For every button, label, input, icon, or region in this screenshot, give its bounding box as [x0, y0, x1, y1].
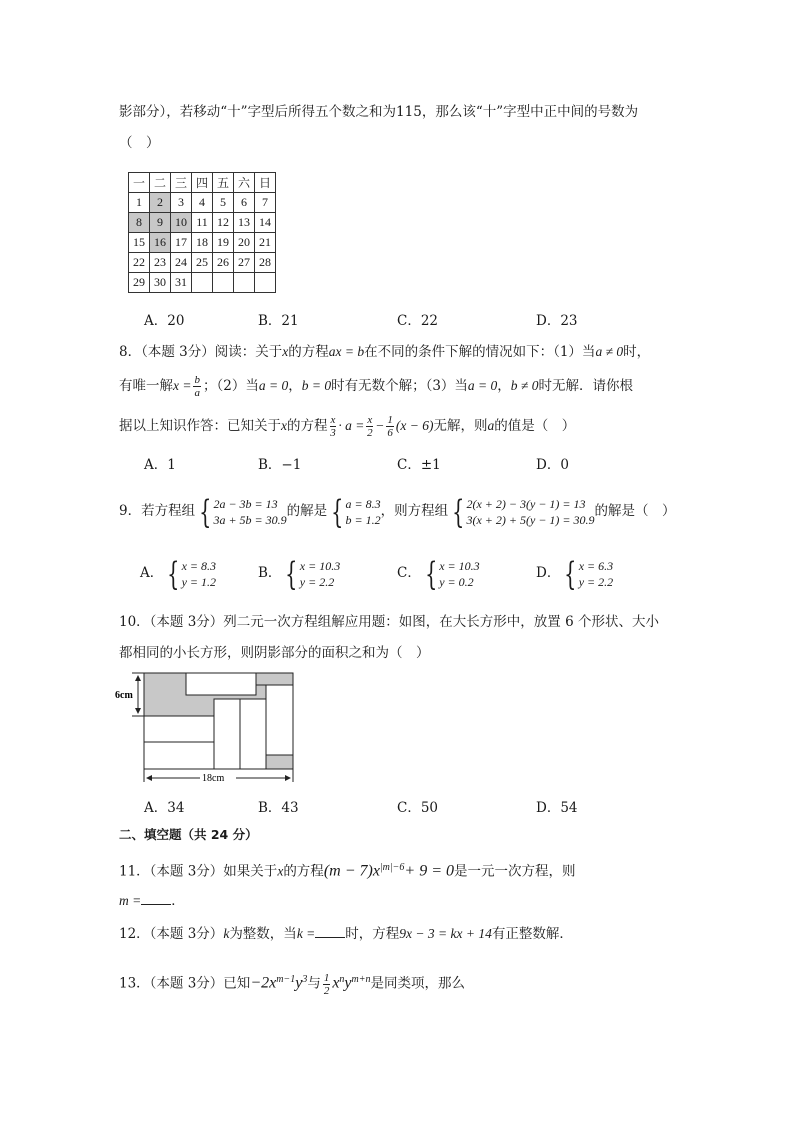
- q9-text: 9．若方程组: [119, 503, 196, 519]
- calendar-cell: 17: [171, 233, 192, 253]
- q9-option-system: [579, 558, 613, 590]
- q9-sol1-eq: a = 8.3: [345, 496, 381, 511]
- calendar-cell: 25: [192, 253, 213, 273]
- q8-frac-num: x: [367, 414, 373, 426]
- calendar-cell: 29: [129, 273, 150, 293]
- q12-text: 有正整数解．: [491, 926, 573, 942]
- q9-option-b: [258, 555, 340, 591]
- calendar-cell: 22: [129, 253, 150, 273]
- q11-eq2: + 9 = 0: [404, 862, 454, 880]
- q9-option-system: [300, 558, 340, 590]
- calendar-cell: 11: [192, 213, 213, 233]
- q9-option-system: [182, 558, 216, 590]
- calendar-cell: 1: [129, 193, 150, 213]
- q8-sol-lhs: x =: [173, 378, 192, 393]
- calendar-cell: 23: [150, 253, 171, 273]
- calendar-cell: 13: [234, 213, 255, 233]
- calendar-cell: 12: [213, 213, 234, 233]
- q8-option-c: C．±1: [397, 457, 441, 473]
- q11-line1: [119, 856, 575, 884]
- q9-sys1-eq: 3a + 5b = 30.9: [213, 512, 287, 527]
- calendar-cell: [234, 273, 255, 293]
- calendar-row: [129, 193, 276, 213]
- answer-blank[interactable]: [141, 892, 171, 905]
- q8-line1: [119, 343, 650, 361]
- q9-option-eq: y = 2.2: [578, 574, 614, 589]
- q8-cond: a = 0: [467, 378, 498, 393]
- calendar-cell: 21: [255, 233, 276, 253]
- q13-term1-exp: m−1: [276, 974, 296, 985]
- calendar-cell: [192, 273, 213, 293]
- q8-text: ，: [288, 378, 302, 394]
- q12-text: 时，方程: [345, 926, 400, 942]
- q11-text: 的方程: [283, 863, 324, 880]
- q8-text: 时无解．请你根: [538, 378, 633, 394]
- calendar-cell: [213, 273, 234, 293]
- q8-cond: b ≠ 0: [510, 378, 539, 393]
- q11-var-x: x: [277, 863, 284, 879]
- calendar-cell: 31: [171, 273, 192, 293]
- q8-text: 在不同的条件下解的情况如下：（1）当: [364, 344, 596, 360]
- calendar-cell: 27: [234, 253, 255, 273]
- q13-frac-num: 1: [323, 971, 330, 984]
- q8-option-d: D．0: [536, 457, 569, 473]
- q9-text: 的解是: [286, 503, 328, 519]
- q8-frac-16: [386, 414, 394, 439]
- calendar-cell-shaded: 16: [150, 233, 171, 253]
- q12-var-k2: k =: [296, 926, 316, 941]
- q8-text: ；（2）当: [202, 378, 259, 394]
- q9-option-eq: y = 0.2: [439, 574, 474, 589]
- q8-frac-num: 1: [387, 414, 393, 426]
- q9-option-a: [140, 555, 216, 591]
- calendar-cell: 5: [213, 193, 234, 213]
- q13-term2-yexp: m+n: [351, 974, 371, 985]
- small-rect-vert-1: [214, 699, 240, 769]
- calendar-cell: 6: [234, 193, 255, 213]
- q8-line2: [119, 372, 633, 400]
- q7-text-line2: （ ）: [119, 135, 160, 151]
- brace-icon: {: [452, 492, 465, 531]
- q11-exponent: |m|−6: [379, 862, 405, 873]
- brace-icon: {: [199, 492, 212, 531]
- q7-option-d: D．23: [536, 313, 578, 329]
- calendar-cell: 4: [192, 193, 213, 213]
- calendar-header-cell: 四: [192, 173, 213, 193]
- q8-line3: [119, 412, 575, 440]
- q9-system2: [466, 496, 594, 528]
- q10-text-line1: 10．（本题 3分）列二元一次方程组解应用题：如图，在大长方形中，放置 6 个形状、大小: [119, 614, 659, 630]
- brace-icon: {: [331, 492, 344, 531]
- q9-solution1: [346, 496, 381, 528]
- small-rect-left-2: [144, 742, 214, 769]
- calendar-header-cell: 三: [171, 173, 192, 193]
- calendar-cell: 3: [171, 193, 192, 213]
- q13-term1-y: y: [295, 974, 303, 992]
- calendar-cell: 28: [255, 253, 276, 273]
- calendar-header-cell: 五: [213, 173, 234, 193]
- q10-option-a: A．34: [144, 800, 185, 816]
- q8-sol-num: b: [194, 374, 200, 386]
- q11-text: 11．（本题 3分）如果关于: [119, 863, 278, 880]
- q8-option-a: A．1: [144, 457, 176, 473]
- q8-sol-den: a: [194, 387, 200, 399]
- q9-text: ，则方程组: [380, 503, 449, 519]
- q8-text: 无解，则: [433, 418, 488, 434]
- q9-option-label: A．: [140, 565, 164, 581]
- calendar-cell: 26: [213, 253, 234, 273]
- calendar-cell-shaded: 2: [150, 193, 171, 213]
- q10-text-line2: 都相同的小长方形，则阴影部分的面积之和为（ ）: [119, 645, 430, 661]
- q12-text: 12．（本题 3分）: [119, 926, 224, 942]
- calendar-cell: 18: [192, 233, 213, 253]
- q8-text: ，: [497, 378, 511, 394]
- q11-line2: [119, 892, 185, 910]
- q9-sys2-eq: 3(x + 2) + 5(y − 1) = 30.9: [466, 512, 595, 527]
- q9-text: 的解是（ ）: [594, 503, 676, 519]
- rectangle-diagram: [114, 668, 304, 788]
- calendar-header-cell: 六: [234, 173, 255, 193]
- calendar-cell: [255, 273, 276, 293]
- q8-text: 的方程: [288, 344, 329, 360]
- brace-icon: {: [424, 554, 438, 593]
- calendar-cell: 20: [234, 233, 255, 253]
- q13-term2-y: y: [344, 974, 352, 992]
- calendar-row: [129, 253, 276, 273]
- q9-option-system: [439, 558, 479, 590]
- brace-icon: {: [167, 554, 180, 593]
- q8-text: 的值是（ ）: [494, 418, 576, 434]
- calendar-header-cell: 日: [255, 173, 276, 193]
- q9-option-eq: x = 6.3: [578, 558, 614, 573]
- q8-text: 8．（本题 3分）阅读：关于: [119, 344, 283, 360]
- q8-text: 有唯一解: [119, 378, 173, 394]
- q12-line: [119, 925, 573, 943]
- calendar-cell-shaded: 8: [129, 213, 150, 233]
- q9-option-label: C．: [397, 565, 421, 581]
- q11-eq: (m − 7)x: [323, 862, 380, 880]
- q8-cond: b = 0: [301, 378, 332, 393]
- q8-frac-den: 6: [387, 427, 393, 439]
- q9-option-label: B．: [258, 565, 282, 581]
- q7-option-c: C．22: [397, 313, 439, 329]
- q8-var-a: a: [487, 418, 495, 433]
- q9-sys2-eq: 2(x + 2) − 3(y − 1) = 13: [466, 496, 586, 511]
- q9-option-eq: x = 10.3: [299, 558, 341, 573]
- q9-option-c: [397, 555, 480, 591]
- q13-text: 与: [307, 975, 321, 992]
- q13-line: [119, 966, 465, 998]
- calendar-header-row: [129, 173, 276, 193]
- q8-eq-part: −: [375, 418, 385, 433]
- q9-option-d: [536, 555, 613, 591]
- small-rect-vert-3: [266, 685, 293, 755]
- q8-text: 时有无数个解；（3）当: [331, 378, 468, 394]
- brace-icon: {: [564, 554, 577, 593]
- calendar-cell: 19: [213, 233, 234, 253]
- q8-text: 据以上知识作答：已知关于: [119, 418, 281, 434]
- calendar-header-cell: 二: [150, 173, 171, 193]
- calendar-header-cell: 一: [129, 173, 150, 193]
- q8-frac-den: 2: [367, 427, 373, 439]
- q10-option-c: C．50: [397, 800, 439, 816]
- calendar-cell: 15: [129, 233, 150, 253]
- answer-blank[interactable]: [315, 925, 345, 938]
- calendar-table: [128, 172, 276, 293]
- q13-term2-exp: n: [339, 974, 345, 985]
- q13-term2: x: [332, 974, 340, 992]
- q13-text: 13．（本题 3分）已知: [119, 975, 251, 992]
- q9-sys1-eq: 2a − 3b = 13: [213, 496, 278, 511]
- q8-text: 的方程: [287, 418, 328, 434]
- calendar-row: [129, 273, 276, 293]
- q8-option-b: B．−1: [258, 457, 302, 473]
- q8-eq-part: · a =: [338, 418, 365, 433]
- calendar-row: [129, 213, 276, 233]
- q8-eq: ax = b: [328, 344, 365, 359]
- q8-frac-x3: [330, 414, 337, 439]
- q8-eq-part: (x − 6): [395, 418, 434, 433]
- q8-frac-x2: [366, 414, 373, 439]
- calendar-cell-shaded: 10: [171, 213, 192, 233]
- q9-option-eq: y = 2.2: [299, 574, 335, 589]
- q8-var-x: x: [281, 418, 287, 433]
- q13-term1-yexp: 3: [302, 974, 308, 985]
- height-label: 6cm: [115, 690, 133, 701]
- small-rect-left-1: [144, 716, 214, 742]
- q8-cond: a ≠ 0: [595, 344, 624, 359]
- calendar-cell: 30: [150, 273, 171, 293]
- q13-frac-den: 2: [323, 984, 330, 997]
- q7-text-line1: 影部分），若移动“十”字型后所得五个数之和为115，那么该“十”字型中正中间的号数为: [119, 104, 639, 120]
- q7-option-b: B．21: [258, 313, 299, 329]
- q11-var-m: m =: [119, 893, 142, 908]
- q8-cond: a = 0: [258, 378, 289, 393]
- q10-option-b: B．43: [258, 800, 299, 816]
- q8-frac-num: x: [330, 414, 336, 426]
- q9-option-eq: x = 10.3: [439, 558, 480, 573]
- calendar-cell-shaded: 9: [150, 213, 171, 233]
- width-label: 18cm: [202, 773, 225, 784]
- q13-text: 是同类项，那么: [370, 975, 466, 992]
- q8-text: 时，: [623, 344, 651, 360]
- q9-line1: [119, 493, 676, 529]
- q11-text: ．: [171, 893, 185, 909]
- q11-text: 是一元一次方程，则: [453, 863, 576, 880]
- q12-eq: 9x − 3 = kx + 14: [399, 926, 492, 941]
- calendar-cell: 24: [171, 253, 192, 273]
- q8-frac-den: 3: [330, 427, 336, 439]
- q9-sol1-eq: b = 1.2: [345, 512, 381, 527]
- brace-icon: {: [285, 554, 298, 593]
- calendar-cell: 7: [255, 193, 276, 213]
- q8-sol-fraction: [193, 374, 201, 399]
- calendar-cell: 14: [255, 213, 276, 233]
- q7-option-a: A．20: [144, 313, 185, 329]
- q10-option-d: D．54: [536, 800, 578, 816]
- small-rect-top: [186, 673, 256, 695]
- q12-var-k: k: [223, 926, 230, 941]
- calendar-row: [129, 233, 276, 253]
- q13-fraction: [323, 972, 331, 997]
- section-title: 二、填空题（共 24 分）: [119, 827, 258, 842]
- q8-var-x: x: [282, 344, 289, 359]
- q9-option-eq: x = 8.3: [181, 558, 217, 573]
- q9-option-label: D．: [536, 565, 561, 581]
- small-rect-vert-2: [240, 699, 266, 769]
- q13-term1: −2x: [250, 974, 277, 992]
- q9-system1: [213, 496, 286, 528]
- q12-text: 为整数，当: [229, 926, 297, 942]
- q9-option-eq: y = 1.2: [181, 574, 217, 589]
